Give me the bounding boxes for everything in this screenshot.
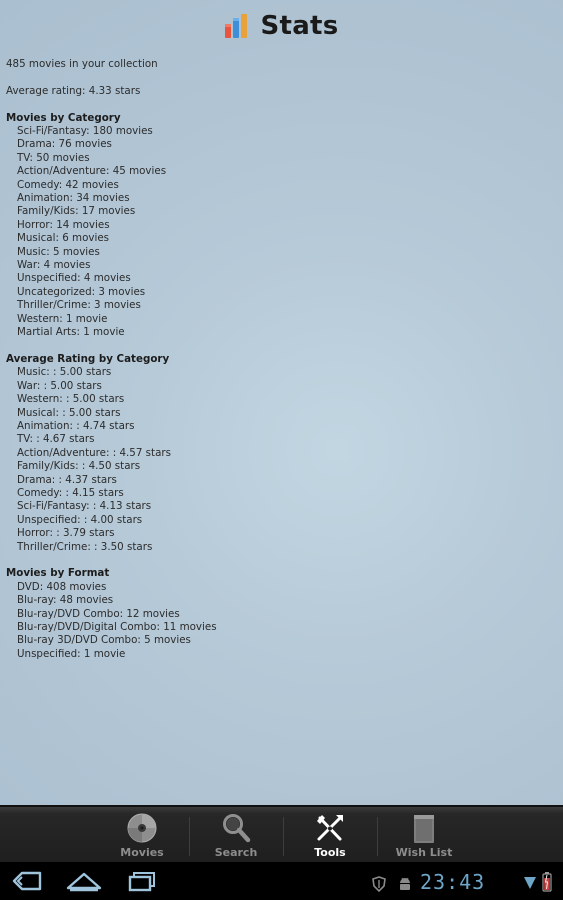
- stat-item: Animation: 34 movies: [17, 192, 130, 205]
- tab-search-label: Search: [214, 846, 258, 859]
- section-heading: Movies by Format: [6, 567, 110, 580]
- stat-item: Comedy: : 4.15 stars: [17, 486, 124, 499]
- bar-chart-icon: [224, 14, 248, 38]
- disc-icon: [126, 813, 158, 843]
- stat-item: Comedy: 42 movies: [17, 178, 119, 191]
- stat-item: Horror: : 3.79 stars: [17, 527, 115, 540]
- battery-icon: [542, 872, 552, 892]
- stat-item: Blu-ray/DVD/Digital Combo: 11 movies: [17, 621, 217, 633]
- collection-count: 485 movies in your collection: [6, 58, 158, 70]
- average-rating: Average rating: 4.33 stars: [6, 84, 141, 97]
- stat-item: Western: : 5.00 stars: [17, 393, 125, 406]
- stat-item: Unspecified: 1 movie: [17, 647, 126, 660]
- stat-item: Western: 1 movie: [17, 312, 108, 325]
- tab-wish-list[interactable]: [377, 807, 471, 864]
- stat-item: Martial Arts: 1 movie: [17, 326, 125, 339]
- stat-item: Drama: : 4.37 stars: [17, 473, 117, 486]
- stats-sections: [6, 112, 546, 662]
- stats-section: [6, 112, 546, 340]
- stat-item: Family/Kids: 17 movies: [17, 205, 136, 218]
- section-heading: Average Rating by Category: [6, 352, 170, 365]
- page-title: Stats: [260, 11, 339, 41]
- system-clock: 23:43: [420, 870, 486, 894]
- android-icon: [397, 876, 413, 892]
- tab-search[interactable]: [189, 807, 283, 864]
- stat-item: Sci-Fi/Fantasy: : 4.13 stars: [17, 500, 152, 513]
- recent-apps-icon[interactable]: [120, 868, 160, 894]
- stats-content: [6, 58, 546, 675]
- tab-movies[interactable]: [95, 807, 189, 864]
- wish-list-icon: [408, 813, 440, 843]
- tab-tools[interactable]: [283, 807, 377, 864]
- title-bar: [0, 8, 563, 44]
- stat-item: Music: : 5.00 stars: [17, 366, 112, 379]
- stat-item: Unspecified: : 4.00 stars: [17, 513, 143, 526]
- stats-section: [6, 567, 546, 661]
- stat-item: Musical: : 5.00 stars: [17, 406, 121, 419]
- tab-wish-list-label: Wish List: [395, 846, 453, 859]
- signal-icon: [523, 875, 537, 891]
- tab-movies-label: Movies: [120, 846, 164, 859]
- stat-item: Action/Adventure: : 4.57 stars: [17, 446, 171, 459]
- magnifier-icon: [220, 813, 252, 843]
- tab-tools-label: Tools: [314, 846, 346, 859]
- stat-item: Thriller/Crime: 3 movies: [17, 299, 141, 312]
- section-heading: Movies by Category: [6, 111, 121, 124]
- stat-item: Animation: : 4.74 stars: [17, 419, 135, 432]
- stat-item: Drama: 76 movies: [17, 138, 112, 151]
- home-icon[interactable]: [64, 868, 104, 894]
- stat-item: Horror: 14 movies: [17, 218, 110, 231]
- stat-item: Blu-ray/DVD Combo: 12 movies: [17, 607, 180, 620]
- stat-item: Family/Kids: : 4.50 stars: [17, 460, 141, 473]
- stat-item: Action/Adventure: 45 movies: [17, 165, 167, 178]
- stat-item: Unspecified: 4 movies: [17, 272, 131, 285]
- stat-item: DVD: 408 movies: [17, 580, 107, 593]
- stat-item: Blu-ray 3D/DVD Combo: 5 movies: [17, 634, 191, 647]
- back-icon[interactable]: [8, 868, 48, 894]
- stat-item: Thriller/Crime: : 3.50 stars: [17, 540, 153, 553]
- stat-item: War: : 5.00 stars: [17, 379, 102, 392]
- stat-item: Uncategorized: 3 movies: [17, 285, 146, 298]
- stat-item: TV: 50 movies: [17, 151, 90, 164]
- stat-item: Blu-ray: 48 movies: [17, 594, 114, 607]
- tab-bar: [0, 805, 563, 862]
- tools-icon: [314, 813, 346, 843]
- stat-item: War: 4 movies: [17, 259, 91, 272]
- stat-item: Music: 5 movies: [17, 245, 100, 258]
- stats-section: [6, 353, 546, 554]
- stat-item: TV: : 4.67 stars: [17, 433, 95, 446]
- shield-icon: [372, 876, 386, 892]
- stat-item: Sci-Fi/Fantasy: 180 movies: [17, 125, 153, 137]
- stat-item: Musical: 6 movies: [17, 232, 110, 245]
